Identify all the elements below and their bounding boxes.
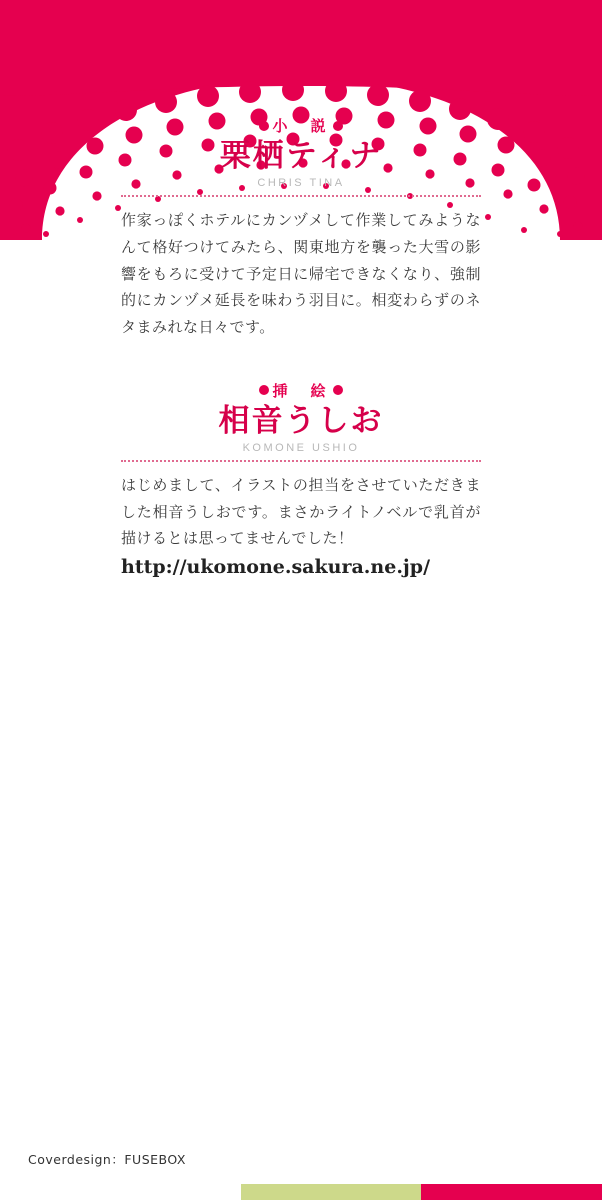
author-name-en: CHRIS TINA <box>257 177 345 190</box>
author-name-jp: 栗栖ティナ <box>219 138 383 174</box>
bottom-bar-pink-segment <box>421 1184 602 1200</box>
credits-content <box>0 118 602 578</box>
bullet-dot-icon <box>333 385 343 395</box>
illustrator-name-jp: 相音うしお <box>218 402 384 439</box>
bottom-bar-white-segment <box>0 1184 241 1200</box>
bottom-color-bar <box>0 1184 602 1200</box>
url-text: http://ukomone.sakura.ne.jp/ <box>121 555 431 578</box>
bullet-dot-icon <box>259 121 269 131</box>
author-comment-novel: 作家っぽくホテルにカンヅメして作業してみようなんて格好つけてみたら、関東地方を襲った大雪の影響をもろに受けて予定日に帰宅できなくなり、強制的にカンヅメ延長を味わう羽目に。相変わらずのネタまみれな日々です。 <box>121 211 481 336</box>
section-tag-label: 挿 絵 <box>272 382 330 400</box>
credit-section-novel <box>121 118 481 341</box>
section-spacer <box>0 341 602 383</box>
bullet-dot-icon <box>259 385 269 395</box>
section-tag-label: 小 説 <box>272 118 330 135</box>
dotted-divider <box>121 460 481 462</box>
dotted-divider <box>121 195 481 197</box>
illustrator-name-en: KOMONE USHIO <box>242 441 360 454</box>
author-comment-illustration: はじめまして、イラストの担当をさせていただきました相音うしおです。まさかライトノベルで乳首が描けるとは思ってませんでした！ <box>121 475 481 548</box>
bullet-dot-icon <box>333 121 343 131</box>
credit-section-illustration <box>121 383 481 578</box>
section-tag-illustration <box>121 383 481 401</box>
illustrator-website-url[interactable] <box>121 556 481 578</box>
cover-design-credit: Coverdesign：FUSEBOX <box>28 1152 186 1167</box>
section-tag-novel <box>121 118 481 136</box>
bottom-bar-green-segment <box>241 1184 422 1200</box>
